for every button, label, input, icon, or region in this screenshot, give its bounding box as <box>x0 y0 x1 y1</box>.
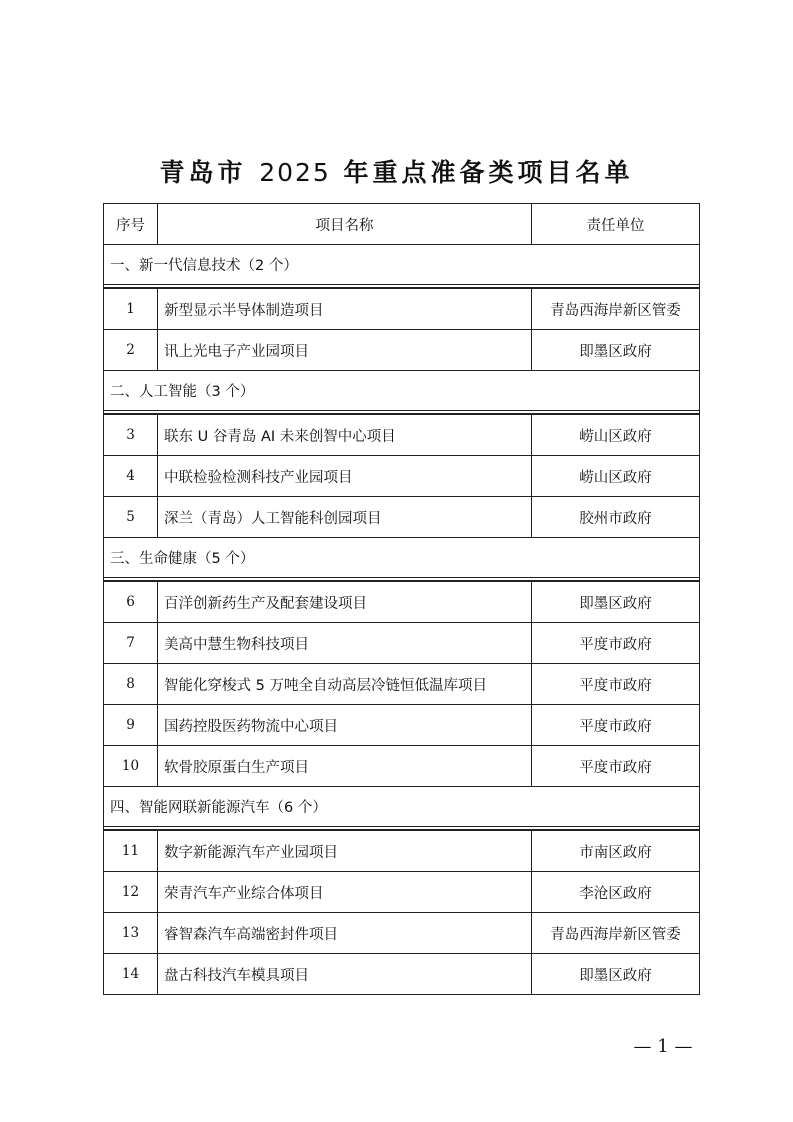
header-number: 序号 <box>104 204 158 245</box>
row-responsible-unit: 崂山区政府 <box>532 456 700 497</box>
table-row <box>104 330 700 371</box>
table-row <box>104 497 700 538</box>
row-responsible-unit: 青岛西海岸新区管委 <box>532 913 700 954</box>
row-number: 13 <box>104 913 158 954</box>
project-table <box>103 203 700 995</box>
row-project-name: 美高中慧生物科技项目 <box>158 623 532 664</box>
row-number: 1 <box>104 288 158 330</box>
row-project-name: 中联检验检测科技产业园项目 <box>158 456 532 497</box>
row-responsible-unit: 即墨区政府 <box>532 330 700 371</box>
row-responsible-unit: 平度市政府 <box>532 746 700 787</box>
header-project-name: 项目名称 <box>158 204 532 245</box>
table-row <box>104 664 700 705</box>
row-project-name: 讯上光电子产业园项目 <box>158 330 532 371</box>
row-project-name: 睿智森汽车高端密封件项目 <box>158 913 532 954</box>
row-responsible-unit: 市南区政府 <box>532 830 700 872</box>
row-project-name: 盘古科技汽车模具项目 <box>158 954 532 995</box>
row-number: 8 <box>104 664 158 705</box>
row-responsible-unit: 平度市政府 <box>532 705 700 746</box>
section-row <box>104 245 700 285</box>
table-header-row <box>104 204 700 245</box>
section-row <box>104 371 700 411</box>
table-row <box>104 954 700 995</box>
row-number: 12 <box>104 872 158 913</box>
project-table-body <box>104 204 700 995</box>
table-row <box>104 705 700 746</box>
header-responsible-unit: 责任单位 <box>532 204 700 245</box>
row-number: 2 <box>104 330 158 371</box>
row-responsible-unit: 青岛西海岸新区管委 <box>532 288 700 330</box>
row-number: 3 <box>104 414 158 456</box>
row-number: 11 <box>104 830 158 872</box>
row-number: 4 <box>104 456 158 497</box>
table-row <box>104 830 700 872</box>
row-number: 7 <box>104 623 158 664</box>
table-row <box>104 746 700 787</box>
row-project-name: 国药控股医药物流中心项目 <box>158 705 532 746</box>
table-row <box>104 288 700 330</box>
row-responsible-unit: 胶州市政府 <box>532 497 700 538</box>
row-number: 10 <box>104 746 158 787</box>
title-suffix: 年重点准备类项目名单 <box>343 158 634 187</box>
row-project-name: 荣青汽车产业综合体项目 <box>158 872 532 913</box>
table-row <box>104 456 700 497</box>
document-title <box>0 153 793 189</box>
section-title: 三、生命健康（5 个） <box>104 538 700 578</box>
table-row <box>104 623 700 664</box>
table-row <box>104 581 700 623</box>
table-row <box>104 913 700 954</box>
title-year: 2025 <box>259 158 331 187</box>
table-row <box>104 872 700 913</box>
title-prefix: 青岛市 <box>159 158 247 187</box>
row-number: 5 <box>104 497 158 538</box>
row-responsible-unit: 即墨区政府 <box>532 954 700 995</box>
row-number: 9 <box>104 705 158 746</box>
row-number: 14 <box>104 954 158 995</box>
row-project-name: 智能化穿梭式 5 万吨全自动高层冷链恒低温库项目 <box>158 664 532 705</box>
row-responsible-unit: 平度市政府 <box>532 664 700 705</box>
page-number: — 1 — <box>633 1036 693 1057</box>
row-project-name: 百洋创新药生产及配套建设项目 <box>158 581 532 623</box>
row-project-name: 联东 U 谷青岛 AI 未来创智中心项目 <box>158 414 532 456</box>
row-responsible-unit: 平度市政府 <box>532 623 700 664</box>
section-row <box>104 787 700 827</box>
row-project-name: 新型显示半导体制造项目 <box>158 288 532 330</box>
row-responsible-unit: 崂山区政府 <box>532 414 700 456</box>
section-title: 一、新一代信息技术（2 个） <box>104 245 700 285</box>
section-row <box>104 538 700 578</box>
row-responsible-unit: 李沧区政府 <box>532 872 700 913</box>
row-number: 6 <box>104 581 158 623</box>
row-project-name: 数字新能源汽车产业园项目 <box>158 830 532 872</box>
row-project-name: 深兰（青岛）人工智能科创园项目 <box>158 497 532 538</box>
row-project-name: 软骨胶原蛋白生产项目 <box>158 746 532 787</box>
section-title: 二、人工智能（3 个） <box>104 371 700 411</box>
table-row <box>104 414 700 456</box>
section-title: 四、智能网联新能源汽车（6 个） <box>104 787 700 827</box>
row-responsible-unit: 即墨区政府 <box>532 581 700 623</box>
